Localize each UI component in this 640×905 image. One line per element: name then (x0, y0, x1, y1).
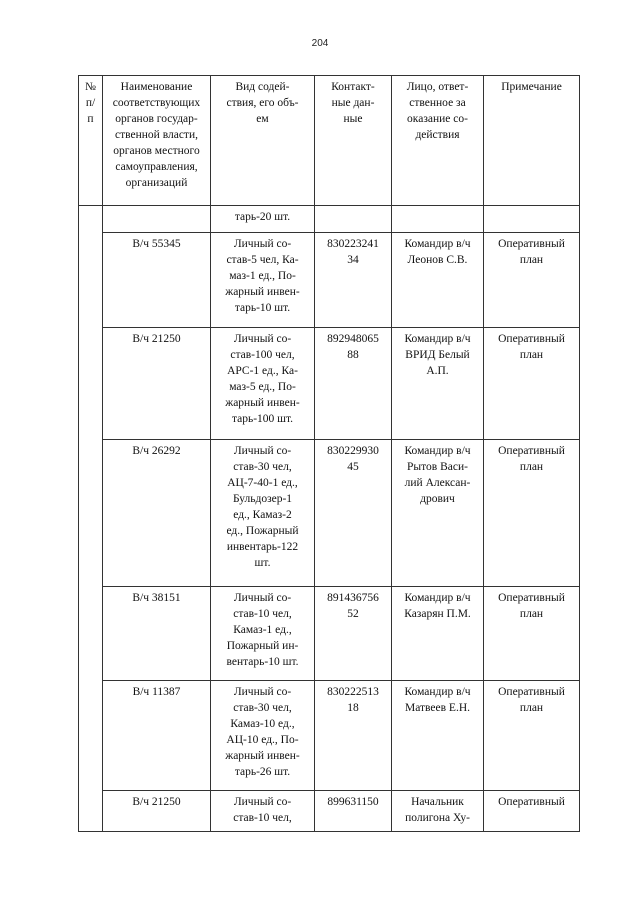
assistance-type-cell: Личный со- став-100 чел, АРС-1 ед., Ка- маз-5 ед., По- жарный инвен- тарь-100 шт. (211, 328, 315, 440)
note-cell (484, 206, 580, 233)
responsible-person-cell: Начальник полигона Ху- (392, 791, 484, 832)
organization-cell: В/ч 55345 (103, 233, 211, 328)
assistance-type-cell: Личный со- став-30 чел, Камаз-10 ед., АЦ-10 ед., По- жарный инвен- тарь-26 шт. (211, 681, 315, 791)
contact-cell: 892948065 88 (315, 328, 392, 440)
note-cell: Оперативный план (484, 328, 580, 440)
organization-cell: В/ч 21250 (103, 328, 211, 440)
assistance-type-cell: Личный со- став-5 чел, Ка- маз-1 ед., По- жарный инвен- тарь-10 шт. (211, 233, 315, 328)
contact-cell: 830222513 18 (315, 681, 392, 791)
note-cell: Оперативный план (484, 587, 580, 681)
contact-cell: 830229930 45 (315, 440, 392, 587)
organization-cell: В/ч 21250 (103, 791, 211, 832)
header-responsible-person: Лицо, ответ- ственное за оказание со- действия (392, 76, 484, 206)
note-cell: Оперативный план (484, 440, 580, 587)
contact-cell: 830223241 34 (315, 233, 392, 328)
assistance-type-cell: тарь-20 шт. (211, 206, 315, 233)
assistance-type-cell: Личный со- став-30 чел, АЦ-7-40-1 ед., Бульдозер-1 ед., Камаз-2 ед., Пожарный инвентарь-122 шт. (211, 440, 315, 587)
organization-cell: В/ч 38151 (103, 587, 211, 681)
note-cell: Оперативный (484, 791, 580, 832)
assistance-table (78, 75, 580, 832)
organization-cell: В/ч 26292 (103, 440, 211, 587)
header-number: № п/ п (79, 76, 103, 206)
table-row (79, 328, 580, 440)
header-assistance-type: Вид содей- ствия, его объ- ем (211, 76, 315, 206)
page-number: 204 (311, 38, 329, 49)
assistance-type-cell: Личный со- став-10 чел, Камаз-1 ед., Пожарный ин- вентарь-10 шт. (211, 587, 315, 681)
responsible-person-cell: Командир в/ч Казарян П.М. (392, 587, 484, 681)
table-row (79, 681, 580, 791)
responsible-person-cell: Командир в/ч Леонов С.В. (392, 233, 484, 328)
number-cell (79, 206, 103, 832)
header-contact: Контакт- ные дан- ные (315, 76, 392, 206)
table-row (79, 587, 580, 681)
organization-cell: В/ч 11387 (103, 681, 211, 791)
contact-cell: 899631150 (315, 791, 392, 832)
header-note: Примечание (484, 76, 580, 206)
responsible-person-cell: Командир в/ч Матвеев Е.Н. (392, 681, 484, 791)
contact-cell (315, 206, 392, 233)
table-row (79, 233, 580, 328)
table-row (79, 440, 580, 587)
header-organization: Наименование соответствующих органов государ- ственной власти, органов местного самоуправления, организаций (103, 76, 211, 206)
table-header-row (79, 76, 580, 206)
assistance-type-cell: Личный со- став-10 чел, (211, 791, 315, 832)
note-cell: Оперативный план (484, 681, 580, 791)
responsible-person-cell: Командир в/ч ВРИД Белый А.П. (392, 328, 484, 440)
organization-cell (103, 206, 211, 233)
responsible-person-cell (392, 206, 484, 233)
table-row (79, 791, 580, 832)
responsible-person-cell: Командир в/ч Рытов Васи- лий Алексан- дрович (392, 440, 484, 587)
note-cell: Оперативный план (484, 233, 580, 328)
table-row (79, 206, 580, 233)
contact-cell: 891436756 52 (315, 587, 392, 681)
